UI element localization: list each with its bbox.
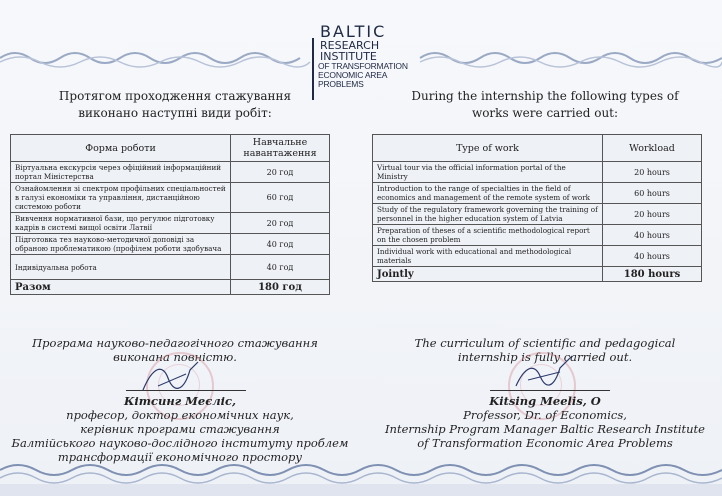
work-description: Індивідуальна робота xyxy=(11,255,231,280)
work-description: Study of the regulatory framework governing the training of personnel in the higher education system of Latvia xyxy=(373,204,603,225)
work-description: Віртуальна екскурсія через офіційний інформаційний портал Міністерства xyxy=(11,162,231,183)
work-description: Introduction to the range of specialties in the field of economics and management of the remote system of work xyxy=(373,183,603,204)
work-load: 40 hours xyxy=(603,225,702,246)
heading-english: During the internship the following types of works were carried out: xyxy=(411,89,679,120)
signer-block-ukrainian xyxy=(10,394,350,464)
signer-title: трансформації економічного простору xyxy=(57,450,303,464)
heading-ukrainian: Протягом проходження стажування виконано наступні види робіт: xyxy=(58,89,292,120)
work-description: Вивчення нормативної бази, що регулює підготовку кадрів в системі вищої освіти Латвії xyxy=(11,213,231,234)
logo-line-5: ECONOMIC AREA xyxy=(318,70,388,80)
total-value: 180 год xyxy=(231,280,330,295)
work-load: 20 hours xyxy=(603,204,702,225)
completion-statement-ukrainian: Програма науково-педагогічного стажування виконана повністю. xyxy=(32,336,318,364)
signer-name: Kitsing Meelis, O xyxy=(489,394,601,408)
column-header-load: Навчальне навантаження xyxy=(231,135,330,162)
signature-line-english xyxy=(490,390,610,391)
work-load: 20 год xyxy=(231,162,330,183)
table-row xyxy=(11,162,330,183)
column-header-form: Форма роботи xyxy=(11,135,231,162)
signer-title: керівник програми стажування xyxy=(80,422,280,436)
completion-statement-english: The curriculum of scientific and pedagogical internship is fully carried out. xyxy=(414,336,676,364)
logo-bar xyxy=(312,38,314,100)
signer-title: професор, доктор економічних наук, xyxy=(66,408,294,422)
signer-block-english xyxy=(380,394,710,450)
signer-title: Балтійського науково-дослідного інституту проблем xyxy=(11,436,349,450)
table-row xyxy=(11,255,330,280)
table-row xyxy=(373,246,702,267)
work-load: 20 hours xyxy=(603,162,702,183)
work-description: Virtual tour via the official information portal of the Ministry xyxy=(373,162,603,183)
total-row xyxy=(11,280,330,295)
signer-title: Professor, Dr. of Economics, xyxy=(463,408,627,422)
work-load: 60 год xyxy=(231,183,330,213)
work-load: 40 год xyxy=(231,234,330,255)
logo-line-4: OF TRANSFORMATION xyxy=(318,61,408,71)
logo-line-2: RESEARCH xyxy=(320,39,380,52)
logo-line-1: BALTIC xyxy=(320,22,387,41)
table-row xyxy=(11,213,330,234)
total-value: 180 hours xyxy=(603,267,702,282)
work-description: Preparation of theses of a scientific methodological report on the chosen problem xyxy=(373,225,603,246)
table-row xyxy=(373,225,702,246)
table-row xyxy=(11,183,330,213)
logo-line-4-6 xyxy=(318,62,408,89)
bottom-wave-decoration xyxy=(0,458,722,496)
table-row xyxy=(373,204,702,225)
column-header-form: Type of work xyxy=(373,135,603,162)
column-header-load: Workload xyxy=(603,135,702,162)
logo-line-2-3 xyxy=(320,40,379,62)
work-description: Individual work with educational and methodological materials xyxy=(373,246,603,267)
signature-english xyxy=(510,352,580,392)
signature-line-ukrainian xyxy=(126,390,246,391)
total-label: Разом xyxy=(11,280,231,295)
total-label: Jointly xyxy=(373,267,603,282)
work-load: 20 год xyxy=(231,213,330,234)
work-description: Підготовка тез науково-методичної доповіді за обраною проблематикою (профілем роботи здобувача xyxy=(11,234,231,255)
work-load: 40 hours xyxy=(603,246,702,267)
logo-line-6: PROBLEMS xyxy=(318,79,364,89)
signer-name: Кітсинг Меєліс, xyxy=(123,394,237,408)
work-description: Ознайомлення зі спектром профільних спеціальностей в галузі економіки та управління, дистанційною системою роботи xyxy=(11,183,231,213)
work-load: 40 год xyxy=(231,255,330,280)
table-row xyxy=(11,234,330,255)
table-row xyxy=(373,162,702,183)
work-load: 60 hours xyxy=(603,183,702,204)
logo-line-3: INSTITUTE xyxy=(320,50,377,63)
signer-title: of Transformation Economic Area Problems xyxy=(417,436,673,450)
work-table-ukrainian xyxy=(10,134,330,295)
work-table-english xyxy=(372,134,702,282)
signer-title: Internship Program Manager Baltic Research Institute xyxy=(385,422,705,436)
table-row xyxy=(373,183,702,204)
total-row xyxy=(373,267,702,282)
